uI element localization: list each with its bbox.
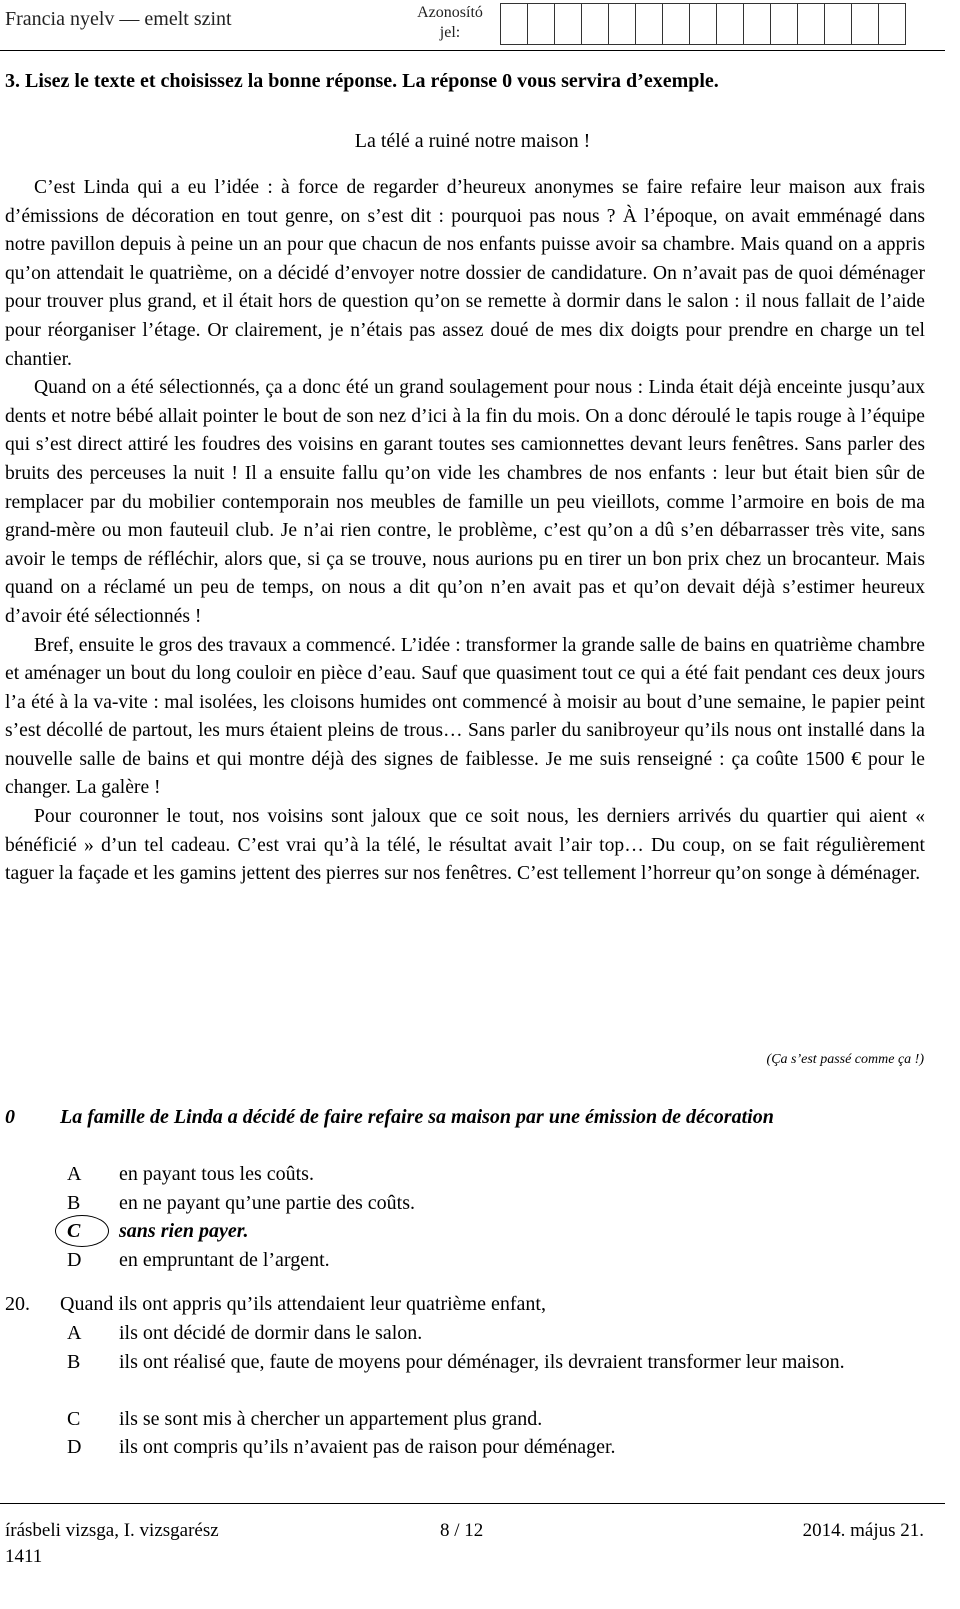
id-box[interactable] — [500, 3, 528, 45]
id-box[interactable] — [797, 3, 825, 45]
id-box[interactable] — [527, 3, 555, 45]
id-box[interactable] — [770, 3, 798, 45]
article-paragraph: Pour couronner le tout, nos voisins sont jaloux que ce soit nous, les derniers arrivés du quartier qui aient « bénéficié » d’un tel cadeau. C’est vrai qu’à la télé, le résultat avait l’air top… Du coup, on se fait régulièrement taguer la façade et les gamins jettent des pierres sur nos fenêtres. C’est tellement l’horreur qu’on songe à déménager. — [5, 806, 925, 885]
id-box[interactable] — [554, 3, 582, 45]
article-body — [5, 174, 925, 889]
option-letter: D — [67, 1248, 82, 1271]
id-box[interactable] — [824, 3, 852, 45]
option-letter: C — [67, 1220, 81, 1242]
task-title: 3. Lisez le texte et choisissez la bonne réponse. La réponse 0 vous servira d’exemple. — [5, 70, 719, 92]
option-letter: B — [67, 1191, 81, 1214]
id-box[interactable] — [689, 3, 717, 45]
header-divider — [0, 50, 945, 51]
id-box[interactable] — [635, 3, 663, 45]
option-text: en payant tous les coûts. — [119, 1163, 314, 1185]
id-box[interactable] — [581, 3, 609, 45]
article-paragraph: Quand on a été sélectionnés, ça a donc été un grand soulagement pour nous : Linda était déjà enceinte jusqu’aux dents et notre bébé allait pointer le bout de son nez d’ici à la fin du mois. On a donc déroulé le tapis rouge à l’équipe qui s’est direct attiré les foudres des voisins en garant toutes ses camionnettes devant leurs fenêtres. Sans parler des bruits des perceuses la nuit ! Il a ensuite fallu qu’on vide les chambres de nos enfants : leur but était bien sûr de remplacer par du mobilier contemporain nos meubles de famille un peu vieillots, comme l’armoire en bois de ma grand-mère ou mon fauteuil club. Je n’ai rien contre, le problème, c’est qu’on a dû s’en débarrasser très vite, sans avoir le temps de réfléchir, alors que, si ça se trouve, nous aurions pu en tirer un bon prix chez un brocanteur. Mais quand on a réclamé un peu de temps, on nous a dit qu’on n’en avait pas et qu’on devait déjà s’estimer heureux d’avoir été sélectionnés ! — [5, 377, 925, 627]
option-text: ils ont compris qu’ils n’avaient pas de raison pour déménager. — [119, 1436, 616, 1458]
footer-exam-part: írásbeli vizsga, I. vizsgarész — [5, 1520, 219, 1541]
option-letter: B — [67, 1350, 81, 1373]
id-box[interactable] — [851, 3, 879, 45]
subject-title: Francia nyelv — emelt szint — [5, 8, 232, 30]
page-header — [0, 0, 960, 52]
footer-date: 2014. május 21. — [802, 1520, 924, 1541]
option-letter: A — [67, 1163, 82, 1185]
option-text: ils ont décidé de dormir dans le salon. — [119, 1322, 423, 1344]
question-number: 0 — [5, 1106, 15, 1128]
footer-divider — [0, 1503, 945, 1504]
id-boxes — [500, 3, 905, 45]
option-text: en empruntant de l’argent. — [119, 1248, 330, 1271]
footer-page-number: 8 / 12 — [440, 1520, 484, 1541]
id-box[interactable] — [662, 3, 690, 45]
option-letter: D — [67, 1436, 82, 1458]
id-label: Azonosító jel: — [417, 4, 483, 41]
option-text: ils se sont mis à chercher un appartement plus grand. — [119, 1407, 543, 1430]
footer-code: 1411 — [5, 1546, 43, 1567]
article-paragraph: C’est Linda qui a eu l’idée : à force de regarder d’heureux anonymes se faire refaire leur maison aux frais d’émissions de décoration en tout genre, on s’est dit : pourquoi pas nous ? À l’époque, on avait emménagé dans notre pavillon depuis à peine un an pour que chacun de nos enfants puisse avoir sa chambre. Mais quand on a appris qu’on attendait le quatrième, on a décidé d’envoyer notre dossier de candidature. On n’avait pas de quoi déménager pour trouver plus grand, et il était hors de question qu’on se remette à dormir dans le salon : il nous fallait de l’aide pour réorganiser l’étage. Or clairement, je n’étais pas assez doué de mes dix doigts pour prendre en charge un tel chantier. — [5, 177, 925, 370]
question-number: 20. — [5, 1293, 30, 1315]
option-text: en ne payant qu’une partie des coûts. — [119, 1191, 416, 1214]
id-box[interactable] — [716, 3, 744, 45]
option-letter: C — [67, 1407, 81, 1430]
question-stem: La famille de Linda a décidé de faire refaire sa maison par une émission de décoration — [60, 1106, 774, 1128]
article-title: La télé a ruiné notre maison ! — [354, 130, 591, 152]
option-letter: A — [67, 1322, 82, 1344]
id-box[interactable] — [743, 3, 771, 45]
article-source: (Ça s’est passé comme ça !) — [766, 1052, 924, 1067]
id-box[interactable] — [608, 3, 636, 45]
option-text: ils ont réalisé que, faute de moyens pour déménager, ils devraient transformer leur maison. — [119, 1350, 845, 1373]
question-stem: Quand ils ont appris qu’ils attendaient leur quatrième enfant, — [60, 1293, 546, 1315]
id-box[interactable] — [878, 3, 906, 45]
article-paragraph: Bref, ensuite le gros des travaux a commencé. L’idée : transformer la grande salle de bains en quatrième chambre et aménager un bout du long couloir en pièce d’eau. Sauf que quasiment tout ce qui a été fait pendant ces deux jours l’a été à la va-vite : mal isolées, les cloisons humides ont commencé à moisir au bout d’une semaine, le papier peint s’est décollé de partout, les murs étaient pleins de trous… Sans parler du sanibroyeur qu’ils nous ont installé dans la nouvelle salle de bains et qui montre déjà des signes de faiblesse. Je me suis renseigné : ça coûte 1500 € pour le changer. La galère ! — [5, 634, 925, 799]
option-text: sans rien payer. — [119, 1220, 249, 1242]
